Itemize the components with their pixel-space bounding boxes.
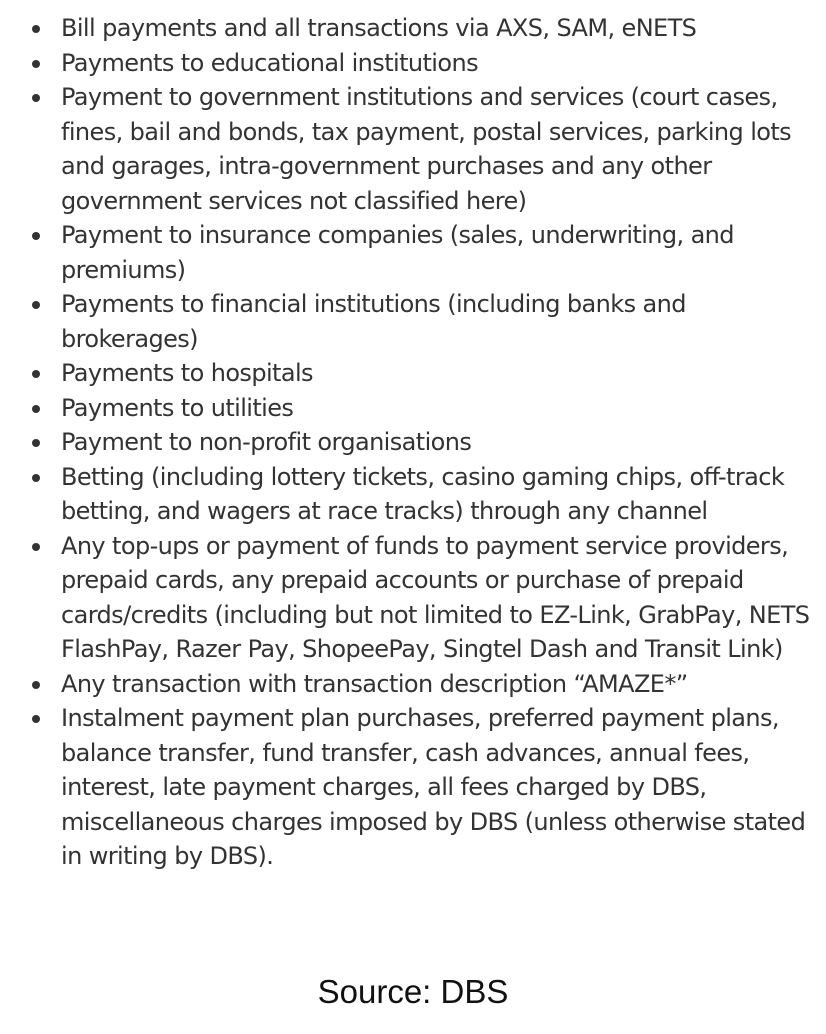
list-item	[61, 356, 816, 391]
list-item-text: Payments to financial institutions (including banks and brokerages)	[61, 290, 686, 353]
bullet-icon	[32, 232, 40, 240]
bullet-icon	[32, 25, 40, 33]
list-item-text: Bill payments and all transactions via AXS, SAM, eNETS	[61, 14, 697, 42]
bullet-icon	[32, 60, 40, 68]
list-item-text: Instalment payment plan purchases, preferred payment plans, balance transfer, fund transfer, cash advances, annual fees, interest, late payment charges, all fees charged by DBS, miscellaneous charges imposed by DBS (unless otherwise stated in writing by DBS).	[61, 704, 806, 870]
list-item	[61, 391, 816, 426]
list-item-text: Payments to hospitals	[61, 359, 313, 387]
source-caption: Source: DBS	[317, 973, 509, 1010]
bullet-icon	[32, 543, 40, 551]
exclusion-list	[61, 11, 816, 874]
list-item	[61, 11, 816, 46]
list-item	[61, 701, 816, 874]
list-item	[61, 80, 816, 218]
bullet-icon	[32, 405, 40, 413]
bullet-icon	[32, 715, 40, 723]
list-item-text: Payments to educational institutions	[61, 48, 478, 77]
bullet-icon	[32, 681, 40, 689]
list-item-text: Any transaction with transaction description “AMAZE*”	[61, 669, 688, 698]
list-item	[61, 218, 816, 287]
bullet-icon	[32, 370, 40, 378]
list-item	[61, 529, 816, 667]
list-item-text: Payment to insurance companies (sales, underwriting, and premiums)	[61, 221, 734, 284]
list-item	[61, 460, 816, 529]
list-item	[61, 425, 816, 460]
list-item-text: Payment to government institutions and services (court cases, fines, bail and bonds, tax payment, postal services, parking lots and garages, intra-government purchases and any other government services not classified here)	[61, 83, 792, 215]
list-item	[61, 46, 816, 81]
bullet-icon	[32, 301, 40, 309]
bullet-icon	[32, 439, 40, 447]
list-item-text: Payments to utilities	[61, 393, 294, 422]
list-item	[61, 287, 816, 356]
list-item-text: Betting (including lottery tickets, casino gaming chips, off-track betting, and wagers at race tracks) through any channel	[61, 462, 785, 525]
bullet-icon	[32, 94, 40, 102]
bullet-icon	[32, 474, 40, 482]
list-item	[61, 667, 816, 702]
list-item-text: Payment to non-profit organisations	[61, 428, 472, 456]
list-item-text: Any top-ups or payment of funds to payment service providers, prepaid cards, any prepaid accounts or purchase of prepaid cards/credits (including but not limited to EZ-Link, GrabPay, NETS FlashPay, Razer Pay, ShopeePay, Singtel Dash and Transit Link)	[61, 531, 810, 663]
